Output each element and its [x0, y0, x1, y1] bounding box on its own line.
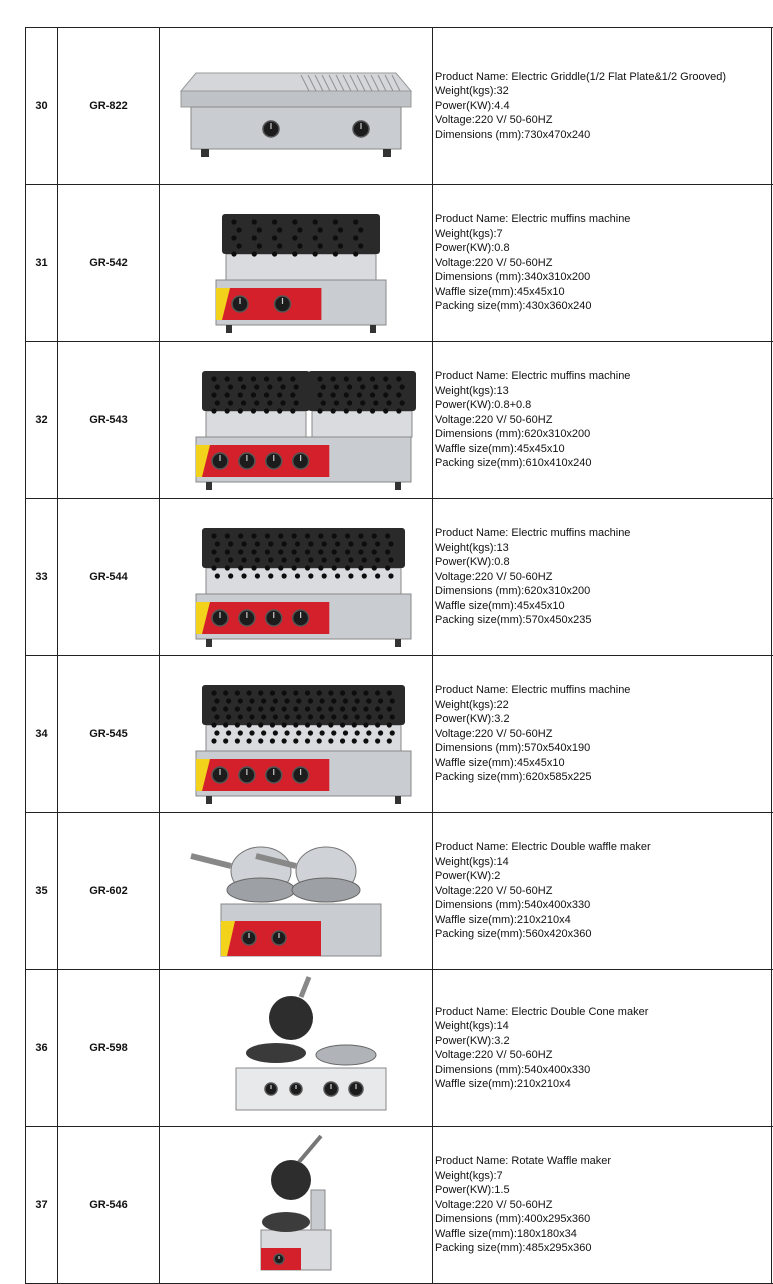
spec-line: Power(KW):3.2: [435, 1034, 771, 1049]
spec-line: Weight(kgs):32: [435, 84, 771, 99]
spec-line: Weight(kgs):14: [435, 855, 771, 870]
row-number: 34: [26, 656, 58, 813]
spec-line: Voltage:220 V/ 50-60HZ: [435, 727, 771, 742]
row-number: 32: [26, 342, 58, 499]
spec-line: Voltage:220 V/ 50-60HZ: [435, 413, 771, 428]
spec-line: Dimensions (mm):540x400x330: [435, 1063, 771, 1078]
spec-line: Waffle size(mm):210x210x4: [435, 913, 771, 928]
spec-line: Dimensions (mm):400x295x360: [435, 1212, 771, 1227]
product-row: [26, 342, 773, 499]
row-number: 33: [26, 499, 58, 656]
model-code: GR-542: [58, 185, 160, 342]
product-row: [26, 970, 773, 1127]
product-row: [26, 813, 773, 970]
spec-line: Product Name: Electric muffins machine: [435, 683, 771, 698]
spec-line: Packing size(mm):620x585x225: [435, 770, 771, 785]
product-spec: [433, 813, 772, 970]
product-spec: [433, 185, 772, 342]
spec-line: Product Name: Electric muffins machine: [435, 369, 771, 384]
spec-line: Voltage:220 V/ 50-60HZ: [435, 884, 771, 899]
product-image-cell: [160, 656, 433, 813]
product-spec: [433, 656, 772, 813]
spec-line: Waffle size(mm):210x210x4: [435, 1077, 771, 1092]
model-code: GR-822: [58, 28, 160, 185]
spec-line: Power(KW):1.5: [435, 1183, 771, 1198]
spec-line: Power(KW):3.2: [435, 712, 771, 727]
spec-line: Power(KW):0.8+0.8: [435, 398, 771, 413]
product-spec-table: [25, 27, 773, 1284]
spec-line: Product Name: Electric muffins machine: [435, 526, 771, 541]
spec-line: Power(KW):4.4: [435, 99, 771, 114]
model-code: GR-545: [58, 656, 160, 813]
electric-griddle-image: [161, 31, 431, 181]
product-image-cell: [160, 1127, 433, 1284]
spec-line: Voltage:220 V/ 50-60HZ: [435, 1048, 771, 1063]
row-number: 35: [26, 813, 58, 970]
spec-line: Dimensions (mm):540x400x330: [435, 898, 771, 913]
spec-line: Waffle size(mm):45x45x10: [435, 285, 771, 300]
spec-line: Waffle size(mm):180x180x34: [435, 1227, 771, 1242]
model-code: GR-598: [58, 970, 160, 1127]
product-row: [26, 28, 773, 185]
spec-line: Product Name: Electric Griddle(1/2 Flat Plate&1/2 Grooved): [435, 70, 771, 85]
spec-line: Dimensions (mm):570x540x190: [435, 741, 771, 756]
row-number: 31: [26, 185, 58, 342]
model-code: GR-602: [58, 813, 160, 970]
product-image-cell: [160, 185, 433, 342]
spec-line: Packing size(mm):560x420x360: [435, 927, 771, 942]
spec-line: Product Name: Electric Double waffle maker: [435, 840, 771, 855]
row-number: 36: [26, 970, 58, 1127]
spec-line: Packing size(mm):485x295x360: [435, 1241, 771, 1256]
spec-line: Packing size(mm):430x360x240: [435, 299, 771, 314]
product-spec: [433, 970, 772, 1127]
spec-line: Packing size(mm):610x410x240: [435, 456, 771, 471]
product-row: [26, 656, 773, 813]
rotate-waffle-maker-image: [161, 1130, 431, 1280]
spec-line: Dimensions (mm):730x470x240: [435, 128, 771, 143]
model-code: GR-546: [58, 1127, 160, 1284]
spec-line: Product Name: Electric muffins machine: [435, 212, 771, 227]
double-cone-maker-image: [161, 973, 431, 1123]
spec-line: Weight(kgs):7: [435, 227, 771, 242]
double-waffle-maker-image: [161, 816, 431, 966]
spec-line: Waffle size(mm):45x45x10: [435, 442, 771, 457]
spec-line: Power(KW):0.8: [435, 241, 771, 256]
product-row: [26, 499, 773, 656]
spec-line: Power(KW):0.8: [435, 555, 771, 570]
model-code: GR-543: [58, 342, 160, 499]
product-image-cell: [160, 813, 433, 970]
spec-line: Voltage:220 V/ 50-60HZ: [435, 570, 771, 585]
xl-muffins-machine-image: [161, 659, 431, 809]
row-number: 37: [26, 1127, 58, 1284]
spec-line: Voltage:220 V/ 50-60HZ: [435, 113, 771, 128]
spec-line: Product Name: Rotate Waffle maker: [435, 1154, 771, 1169]
large-muffins-machine-image: [161, 502, 431, 652]
muffins-machine-image: [161, 188, 431, 338]
product-spec: [433, 28, 772, 185]
product-image-cell: [160, 970, 433, 1127]
spec-line: Packing size(mm):570x450x235: [435, 613, 771, 628]
spec-line: Dimensions (mm):620x310x200: [435, 427, 771, 442]
spec-line: Waffle size(mm):45x45x10: [435, 599, 771, 614]
product-row: [26, 1127, 773, 1284]
spec-line: Dimensions (mm):340x310x200: [435, 270, 771, 285]
product-spec: [433, 1127, 772, 1284]
spec-line: Weight(kgs):13: [435, 384, 771, 399]
spec-line: Product Name: Electric Double Cone maker: [435, 1005, 771, 1020]
spec-line: Voltage:220 V/ 50-60HZ: [435, 1198, 771, 1213]
product-row: [26, 185, 773, 342]
spec-line: Weight(kgs):13: [435, 541, 771, 556]
model-code: GR-544: [58, 499, 160, 656]
product-spec: [433, 342, 772, 499]
spec-line: Waffle size(mm):45x45x10: [435, 756, 771, 771]
product-spec: [433, 499, 772, 656]
spec-line: Weight(kgs):7: [435, 1169, 771, 1184]
spec-line: Dimensions (mm):620x310x200: [435, 584, 771, 599]
product-image-cell: [160, 499, 433, 656]
row-number: 30: [26, 28, 58, 185]
product-image-cell: [160, 342, 433, 499]
double-muffins-machine-image: [161, 345, 431, 495]
spec-line: Power(KW):2: [435, 869, 771, 884]
product-image-cell: [160, 28, 433, 185]
spec-line: Weight(kgs):22: [435, 698, 771, 713]
product-spec-table-body: [26, 28, 773, 1284]
spec-line: Voltage:220 V/ 50-60HZ: [435, 256, 771, 271]
spec-line: Weight(kgs):14: [435, 1019, 771, 1034]
